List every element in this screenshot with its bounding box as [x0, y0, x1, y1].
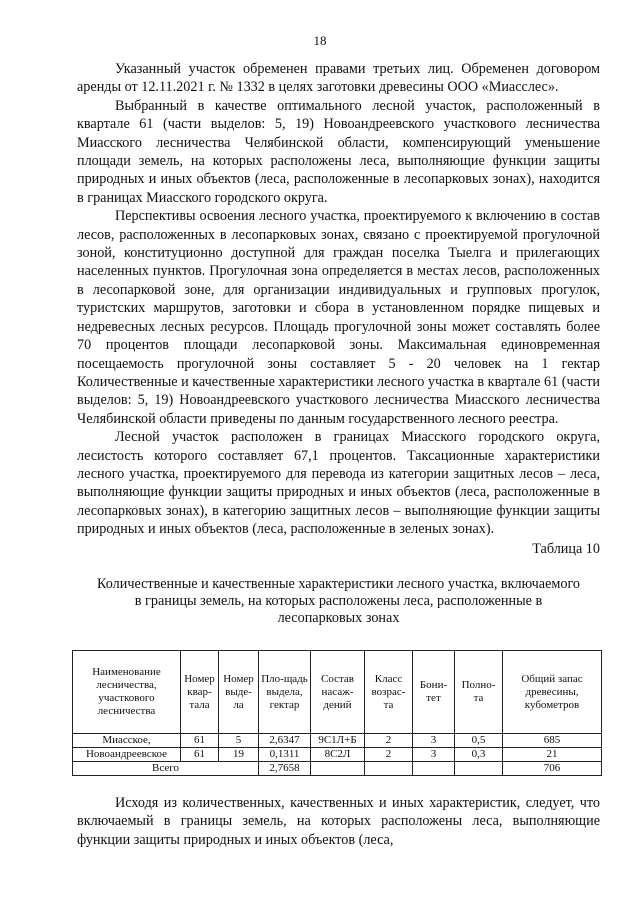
cell-age-class: 2 — [365, 734, 413, 748]
paragraph-conclusion: Исходя из количественных, качественных и иных характеристик, следует, что включаемый в границы земель, на которых расположены леса, выполняющие функции защиты природных и иных объектов (леса, — [77, 795, 600, 848]
table-row — [73, 734, 602, 748]
cell-area: 2,6347 — [259, 734, 311, 748]
cell-forestry: Новоандреевское — [73, 748, 181, 762]
paragraph-selected-plot: Выбранный в качестве оптимального лесной участок, расположенный в квартале 61 (части выделов: 5, 19) Новоандреевского участкового лесничества Миасского лесничества Челябинской области, компенсирующий уменьшение площади земель, на которых расположены леса, выполняющие функции защиты природных и иных объектов (леса, расположенные в лесопарковых зонах), находится в границах Миасского городского округа. — [77, 97, 600, 206]
cell-quarter: 61 — [181, 734, 219, 748]
cell-total-label: Всего — [73, 762, 259, 776]
header-allotment: Номер выде-ла — [219, 651, 259, 734]
cell-total-stock: 706 — [503, 762, 602, 776]
cell-density: 0,5 — [455, 734, 503, 748]
cell-empty — [455, 762, 503, 776]
table-header-row — [73, 651, 602, 734]
cell-empty — [365, 762, 413, 776]
header-area: Пло-щадь выдела, гектар — [259, 651, 311, 734]
cell-age-class: 2 — [365, 748, 413, 762]
paragraph-encumbrance: Указанный участок обременен правами третьих лиц. Обременен договором аренды от 12.11.2021 г. № 1332 в целях заготовки древесины ООО «Миасслес». — [77, 61, 600, 96]
header-age-class: Класс возрас-та — [365, 651, 413, 734]
paragraph-prospects: Перспективы освоения лесного участка, проектируемого к включению в состав лесов, расположенных в лесопарковых зонах, связано с проектируемой прогулочной зоной, конституционно доступной для граждан поселка Тыелга и прилегающих населенных пунктов. Прогулочная зона определяется в местах лесов, расположенных в лесопарковой зоне, для организации индивидуальных и групповых прогулок, туристских маршрутов, заготовки и сбора в установленном порядке пищевых и недревесных лесных ресурсов. Площадь прогулочной зоны может составлять более 70 процентов площади лесопарковой зоны. Максимальная единовременная посещаемость прогулочной зоны составляет 5 - 20 человек на 1 гектар Количественные и качественные характеристики лесного участка в квартале 61 (части выделов: 5, 19) Новоандреевского участкового лесничества Миасского лесничества Челябинской области приведены по данным государственного лесного реестра. — [77, 208, 600, 427]
page-number: 18 — [313, 33, 327, 48]
header-stock: Общий запас древесины, кубометров — [503, 651, 602, 734]
table-title: Количественные и качественные характеристики лесного участка, включаемого в границы земель, на которых расположены леса, расположенные в лесопарковых зонах — [97, 575, 581, 626]
cell-empty — [413, 762, 455, 776]
cell-stock: 685 — [503, 734, 602, 748]
cell-bonitet: 3 — [413, 748, 455, 762]
characteristics-table — [72, 650, 602, 776]
header-composition: Состав насаж-дений — [311, 651, 365, 734]
table-row — [73, 748, 602, 762]
cell-bonitet: 3 — [413, 734, 455, 748]
table-label: Таблица 10 — [532, 540, 600, 557]
header-bonitet: Бони-тет — [413, 651, 455, 734]
header-quarter: Номер квар-тала — [181, 651, 219, 734]
paragraph-location: Лесной участок расположен в границах Миасского городского округа, лесистость которого составляет 67,1 процентов. Таксационные характеристики лесного участка, проектируемого для перевода из категории защитных лесов – леса, выполняющие функции защиты природных и иных объектов (леса, расположенные в лесопарковых зонах), в категорию защитных лесов – выполняющие функции защиты природных и иных объектов (леса, расположенные в зеленых зонах). — [77, 429, 600, 538]
after-text — [77, 794, 600, 849]
cell-empty — [311, 762, 365, 776]
cell-composition: 8С2Л — [311, 748, 365, 762]
cell-quarter: 61 — [181, 748, 219, 762]
cell-forestry: Миасское, — [73, 734, 181, 748]
header-density: Полно-та — [455, 651, 503, 734]
header-forestry: Наименование лесничества, участкового лесничества — [73, 651, 181, 734]
table-total-row — [73, 762, 602, 776]
body-text — [77, 60, 600, 627]
cell-area: 0,1311 — [259, 748, 311, 762]
cell-stock: 21 — [503, 748, 602, 762]
cell-allotment: 19 — [219, 748, 259, 762]
cell-composition: 9С1Л+Б — [311, 734, 365, 748]
cell-total-area: 2,7658 — [259, 762, 311, 776]
cell-allotment: 5 — [219, 734, 259, 748]
cell-density: 0,3 — [455, 748, 503, 762]
